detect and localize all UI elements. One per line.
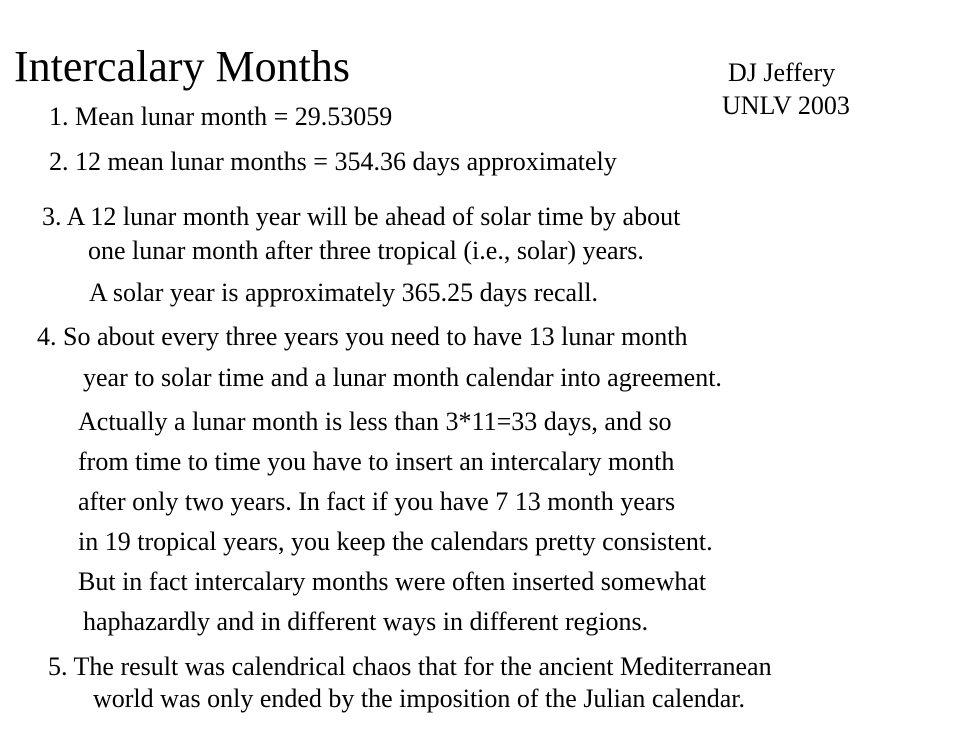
item-4-line-2: year to solar time and a lunar month calendar into agreement. — [83, 363, 722, 392]
author-name: DJ Jeffery — [728, 58, 836, 87]
item-3-line-2: one lunar month after three tropical (i.e., solar) years. — [88, 236, 644, 265]
item-4-line-4: from time to time you have to insert an intercalary month — [78, 447, 675, 476]
item-1-text: 1. Mean lunar month = 29.53059 — [49, 102, 393, 131]
item-4-line-5: after only two years. In fact if you have 7 13 month years — [78, 487, 676, 516]
item-5-line-1: 5. The result was calendrical chaos that for the ancient Mediterranean — [48, 652, 772, 681]
author-affiliation: UNLV 2003 — [722, 91, 850, 120]
item-2-text: 2. 12 mean lunar months = 354.36 days approximately — [49, 147, 617, 176]
item-3-line-3: A solar year is approximately 365.25 days recall. — [89, 278, 599, 307]
item-3-line-1: 3. A 12 lunar month year will be ahead of solar time by about — [42, 202, 681, 231]
item-4-line-6: in 19 tropical years, you keep the calendars pretty consistent. — [78, 527, 713, 556]
item-4-line-8: haphazardly and in different ways in different regions. — [83, 607, 649, 636]
item-4-line-7: But in fact intercalary months were often inserted somewhat — [78, 567, 707, 596]
item-4-line-3: Actually a lunar month is less than 3*11=33 days, and so — [78, 407, 672, 436]
item-4-line-1: 4. So about every three years you need to have 13 lunar month — [37, 322, 688, 351]
item-5-line-2: world was only ended by the imposition of the Julian calendar. — [93, 684, 746, 713]
slide-title: Intercalary Months — [14, 42, 350, 91]
